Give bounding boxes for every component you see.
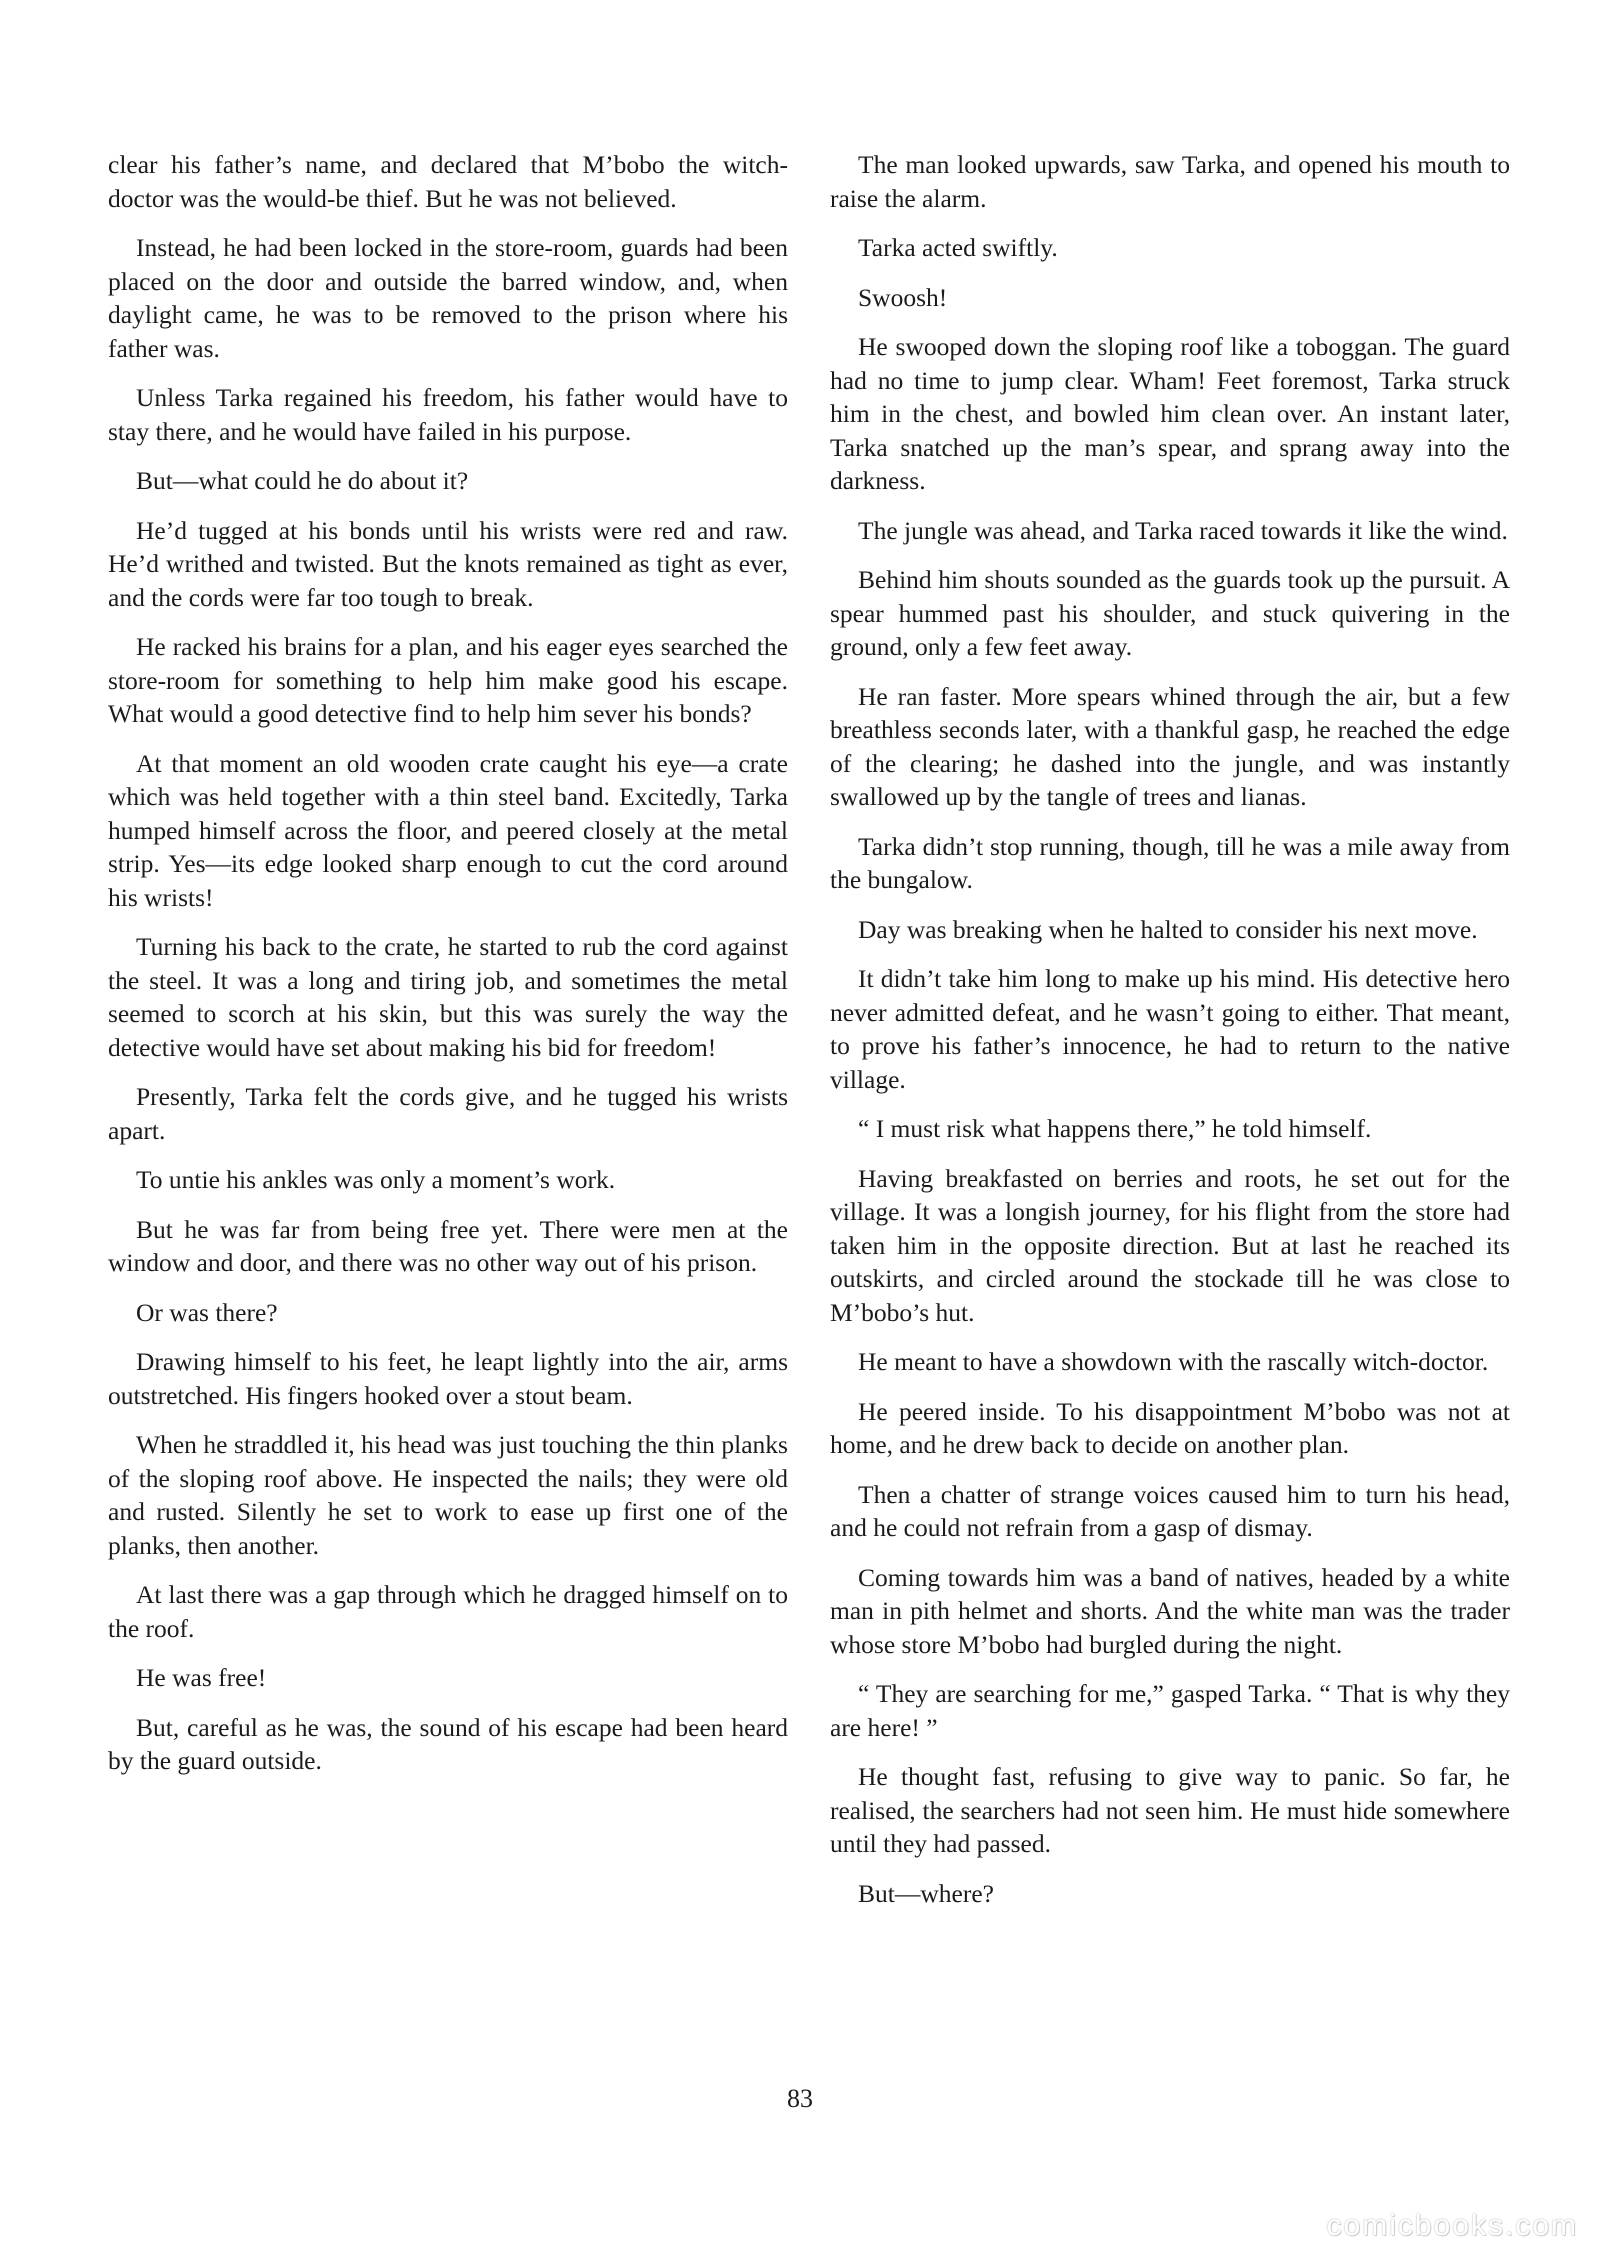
paragraph: Or was there? xyxy=(136,1297,278,1327)
paragraph: He swooped down the sloping roof like a toboggan. The guard had no time to jump clear. Wham! Feet foremost, Tarka struck him in the chest, and bowled him clean over. An instant later, Tarka snatched up the man’s spear, and sprang away into the darkness. xyxy=(830,332,1510,495)
right-text-column xyxy=(830,148,1510,1926)
paragraph: He peered inside. To his disappointment M’bobo was not at home, and he drew back to decide on another plan. xyxy=(830,1396,1510,1459)
paragraph: Presently, Tarka felt the cords give, and he tugged his wrists apart. xyxy=(108,1082,788,1145)
paragraph: But he was far from being free yet. There were men at the window and door, and there was no other way out of his prison. xyxy=(108,1214,788,1277)
paragraph: Swoosh! xyxy=(858,282,948,312)
paragraph: Tarka didn’t stop running, though, till he was a mile away from the bungalow. xyxy=(830,831,1510,894)
paragraph: “ They are searching for me,” gasped Tarka. “ That is why they are here! ” xyxy=(830,1679,1510,1742)
paragraph: He racked his brains for a plan, and his eager eyes searched the store-room for something to help him make good his escape. What would a good detective find to help him sever his bonds? xyxy=(108,632,788,728)
paragraph: He was free! xyxy=(136,1663,267,1692)
paragraph: The man looked upwards, saw Tarka, and opened his mouth to raise the alarm. xyxy=(830,150,1510,213)
paragraph: Then a chatter of strange voices caused him to turn his head, and he could not refrain from a gasp of dismay. xyxy=(830,1479,1510,1542)
paragraph: Tarka acted swiftly. xyxy=(858,233,1058,262)
paragraph: clear his father’s name, and declared that M’bobo the witch-doctor was the would-be thief. But he was not believed. xyxy=(108,150,788,213)
paragraph: Unless Tarka regained his freedom, his father would have to stay there, and he would have failed in his purpose. xyxy=(108,383,788,446)
paragraph: The jungle was ahead, and Tarka raced towards it like the wind. xyxy=(858,515,1508,545)
paragraph: Having breakfasted on berries and roots, he set out for the village. It was a longish journey, for his flight from the store had taken him in the opposite direction. But at last he reached its outskirts, and circled around the stockade till he was close to M’bobo’s hut. xyxy=(830,1163,1510,1327)
paragraph: Turning his back to the crate, he started to rub the cord against the steel. It was a long and tiring job, and sometimes the metal seemed to scorch at his skin, but this was surely the way the detective would have set about making his bid for freedom! xyxy=(108,932,788,1062)
paragraph: Day was breaking when he halted to consider his next move. xyxy=(858,914,1478,944)
book-page xyxy=(108,148,1510,2048)
paragraph: But—what could he do about it? xyxy=(136,466,469,495)
paragraph: He ran faster. More spears whined through the air, but a few breathless seconds later, with a thankful gasp, he reached the edge of the clearing; he dashed into the jungle, and was instantly swallowed up by the tangle of trees and lianas. xyxy=(830,681,1510,811)
paragraph: At that moment an old wooden crate caught his eye—a crate which was held together with a thin steel band. Excitedly, Tarka humped himself across the floor, and peered closely at the metal strip. Yes—its edge looked sharp enough to cut the cord around his wrists! xyxy=(108,748,788,912)
paragraph: But, careful as he was, the sound of his escape had been heard by the guard outside. xyxy=(108,1712,788,1775)
paragraph: He’d tugged at his bonds until his wrists were red and raw. He’d writhed and twisted. But the knots remained as tight as ever, and the cords were far too tough to break. xyxy=(108,515,788,612)
paragraph: When he straddled it, his head was just touching the thin planks of the sloping roof above. He inspected the nails; they were old and rusted. Silently he set to work to ease up first one of the planks, then another. xyxy=(108,1430,788,1560)
paragraph: It didn’t take him long to make up his mind. His detective hero never admitted defeat, and he wasn’t going to either. That meant, to prove his father’s innocence, he had to return to the native village. xyxy=(830,964,1510,1094)
paragraph: To untie his ankles was only a moment’s work. xyxy=(136,1165,616,1194)
paragraph: He thought fast, refusing to give way to panic. So far, he realised, the searchers had not seen him. He must hide somewhere until they had passed. xyxy=(830,1762,1510,1858)
paragraph: Drawing himself to his feet, he leapt lightly into the air, arms outstretched. His fingers hooked over a stout beam. xyxy=(108,1347,788,1410)
paragraph: At last there was a gap through which he dragged himself on to the roof. xyxy=(108,1580,788,1643)
paragraph: “ I must risk what happens there,” he told himself. xyxy=(858,1114,1372,1143)
watermark: comicbooks.com xyxy=(1326,2209,1578,2242)
left-text-column xyxy=(108,148,788,1794)
paragraph: Behind him shouts sounded as the guards took up the pursuit. A spear hummed past his shoulder, and stuck quivering in the ground, only a few feet away. xyxy=(830,565,1510,661)
paragraph: He meant to have a showdown with the rascally witch-doctor. xyxy=(858,1347,1489,1376)
paragraph: Instead, he had been locked in the store-room, guards had been placed on the door and outside the barred window, and, when daylight came, he was to be removed to the prison where his father was. xyxy=(108,233,788,363)
page-number: 83 xyxy=(787,2084,813,2113)
paragraph: Coming towards him was a band of natives, headed by a white man in pith helmet and shorts. And the white man was the trader whose store M’bobo had burgled during the night. xyxy=(830,1562,1510,1659)
paragraph: But—where? xyxy=(858,1878,994,1908)
